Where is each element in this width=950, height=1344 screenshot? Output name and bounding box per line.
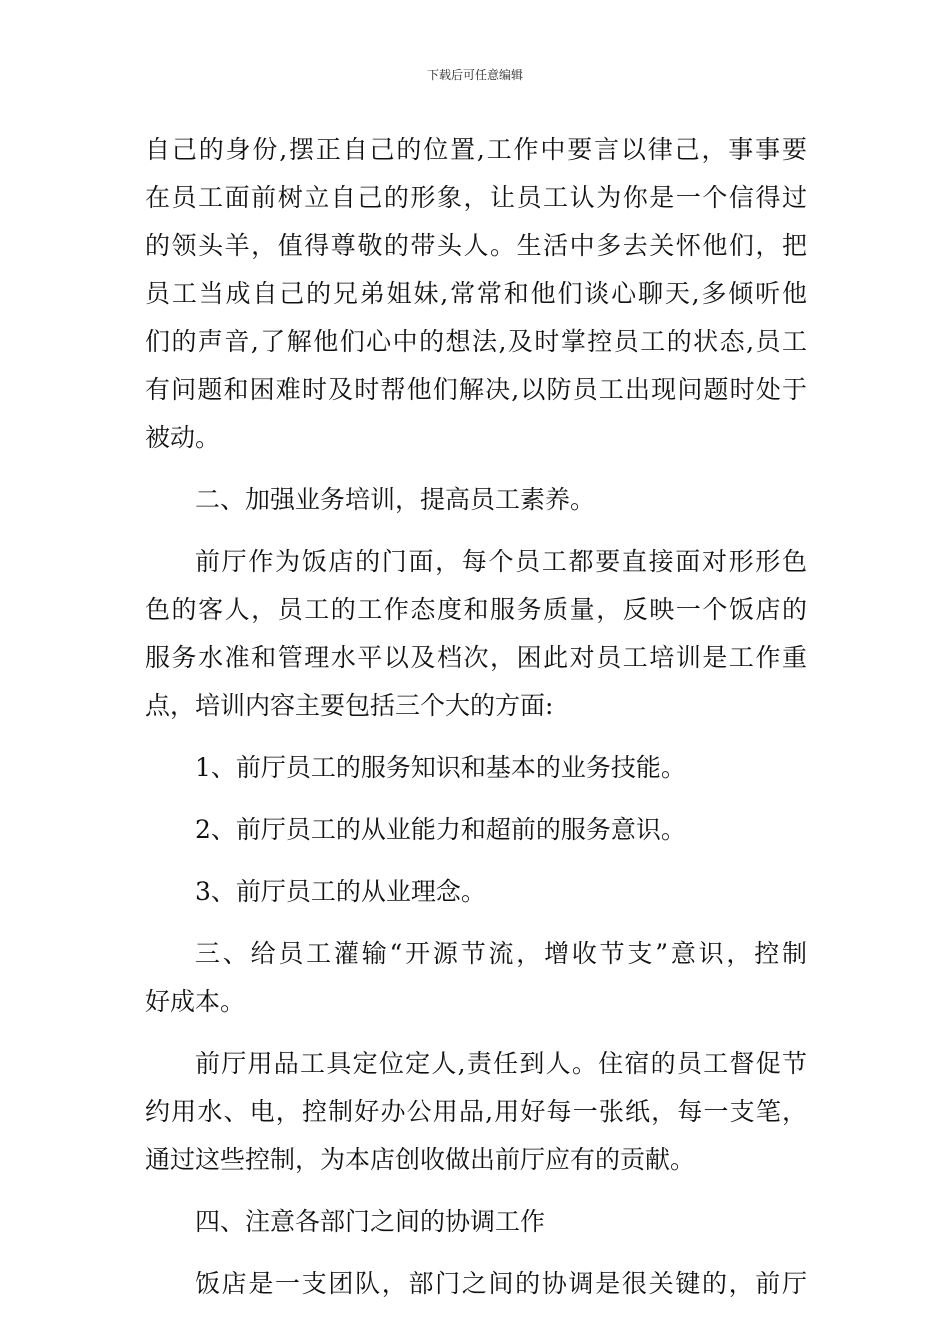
list-item-line: 2、前厅员工的从业能力和超前的服务意识。: [195, 815, 686, 844]
text-line: 前厅作为饭店的门面，每个员工都要直接面对形形色: [195, 547, 807, 576]
text-line: 的领头羊，值得尊敬的带头人。生活中多去关怀他们，把: [145, 231, 807, 260]
text-line: 服务水准和管理水平以及档次，困此对员工培训是工作重: [145, 643, 807, 672]
text-line: 们的声音,了解他们心中的想法,及时掌控员工的状态,员工: [145, 327, 807, 356]
text-line: 被动。: [145, 423, 221, 452]
text-line: 在员工面前树立自己的形象，让员工认为你是一个信得过: [145, 183, 807, 212]
section-heading-training: [145, 476, 807, 524]
text-line: 点，培训内容主要包括三个大的方面:: [145, 691, 554, 720]
list-item-1: [145, 744, 807, 792]
section-heading-coordination: [145, 1198, 807, 1246]
heading-line: 好成本。: [145, 987, 246, 1016]
section-heading-cost: [145, 930, 807, 1026]
text-line: 有问题和困难时及时帮他们解决,以防员工出现问题时处于: [145, 375, 807, 404]
heading-line: 二、加强业务培训，提高员工素养。: [195, 485, 596, 514]
heading-line: 三、给员工灌输“开源节流，增收节支”意识，控制: [195, 939, 807, 968]
page-header-note: 下载后可任意编辑: [426, 68, 523, 82]
text-line: 约用水、电，控制好办公用品,用好每一张纸，每一支笔，: [145, 1097, 807, 1126]
text-line: 自己的身份,摆正自己的位置,工作中要言以律己，事事要: [145, 135, 807, 164]
list-item-line: 1、前厅员工的服务知识和基本的业务技能。: [195, 753, 686, 782]
document-body: [145, 126, 807, 1308]
paragraph-coordination: [145, 1260, 807, 1308]
list-item-3: [145, 868, 807, 916]
list-item-line: 3、前厅员工的从业理念。: [195, 877, 486, 906]
paragraph-cost: [145, 1040, 807, 1184]
heading-line: 四、注意各部门之间的协调工作: [195, 1207, 546, 1236]
list-item-2: [145, 806, 807, 854]
paragraph-role-model: [145, 126, 807, 462]
text-line: 饭店是一支团队，部门之间的协调是很关键的，前厅: [195, 1269, 807, 1298]
text-line: 前厅用品工具定位定人,责任到人。住宿的员工督促节: [195, 1049, 807, 1078]
text-line: 通过这些控制，为本店创收做出前厅应有的贡献。: [145, 1145, 696, 1174]
text-line: 员工当成自己的兄弟姐妹,常常和他们谈心聊天,多倾听他: [145, 279, 807, 308]
text-line: 色的客人，员工的工作态度和服务质量，反映一个饭店的: [145, 595, 807, 624]
paragraph-training: [145, 538, 807, 730]
